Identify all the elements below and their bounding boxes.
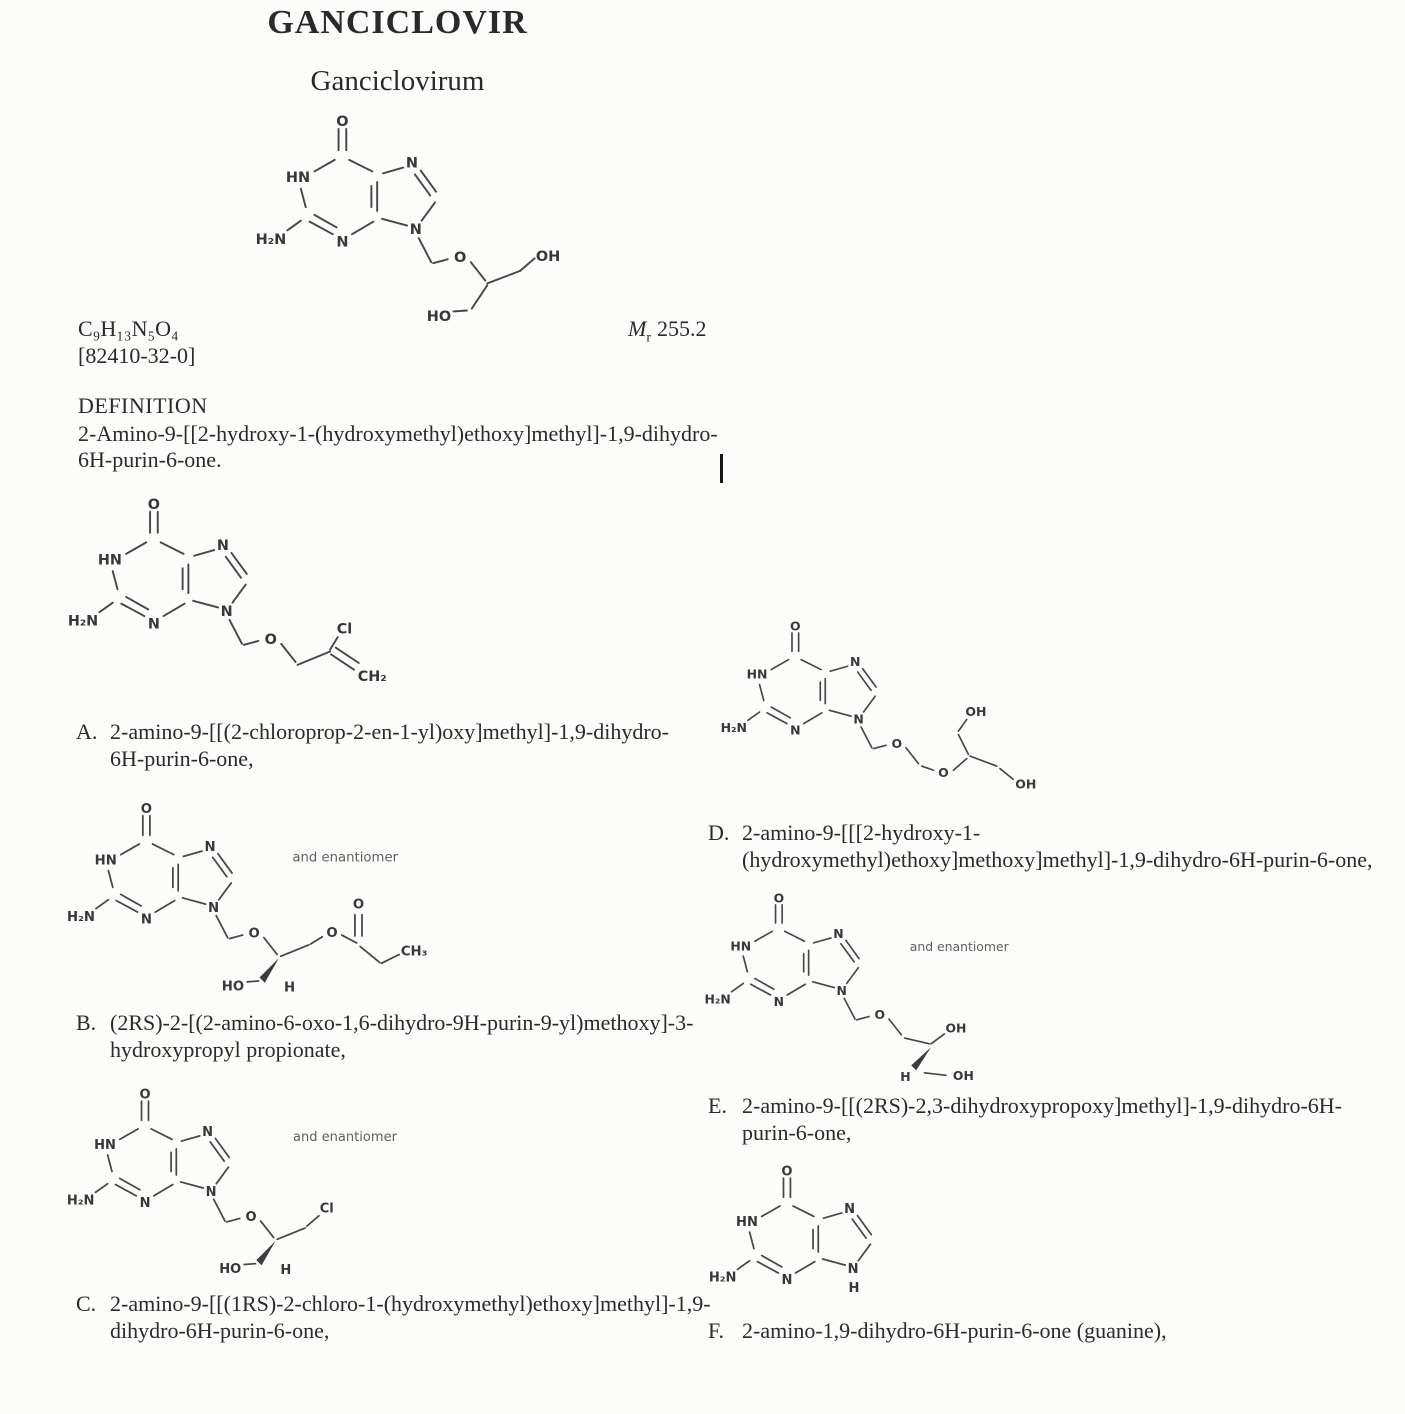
atom-label-oh-top: OH <box>965 704 987 720</box>
atom-label-oh-bottom: OH <box>952 1068 974 1084</box>
atom-label-ether-o1: O <box>891 735 903 751</box>
page-title: GANCICLOVIR <box>267 4 528 41</box>
structure-main <box>245 100 575 324</box>
wedge-bond <box>259 958 278 983</box>
impurity-name: 2-amino-1,9-dihydro-6H-purin-6-one (guanine), <box>742 1318 1167 1343</box>
impurity-letter: A. <box>76 719 98 744</box>
impurity-letter: F. <box>708 1318 724 1343</box>
text-cursor <box>720 454 723 483</box>
structure-impurity-a <box>58 483 403 708</box>
impurity-name: (2RS)-2-[(2-amino-6-oxo-1,6-dihydro-9H-purin-9-yl)methoxy]-3-hydroxypropyl propionate, <box>110 1010 694 1062</box>
atom-label-h9: H <box>848 1281 860 1297</box>
impurity-name: 2-amino-9-[[(1RS)-2-chloro-1-(hydroxymethyl)ethoxy]methyl]-1,9-dihydro-6H-purin-6-one, <box>110 1291 711 1343</box>
impurity-caption-e <box>708 1093 1373 1147</box>
atom-label-oh-bottom: OH <box>1015 776 1037 792</box>
atom-label-ch3: CH₃ <box>400 944 428 960</box>
atom-label-carbonyl-o: O <box>352 897 365 913</box>
impurity-name: 2-amino-9-[[(2-chloroprop-2-en-1-yl)oxy]methyl]-1,9-dihydro-6H-purin-6-one, <box>110 719 669 771</box>
atom-label-h: H <box>900 1069 911 1085</box>
enantiomer-note: and enantiomer <box>909 939 1009 955</box>
impurity-name: 2-amino-9-[[(2RS)-2,3-dihydroxypropoxy]methyl]-1,9-dihydro-6H-purin-6-one, <box>742 1093 1342 1145</box>
mr-symbol: M <box>628 316 647 341</box>
impurity-letter: E. <box>708 1093 727 1118</box>
atom-label-oh-top: OH <box>945 1020 967 1036</box>
wedge-bond <box>256 1241 275 1265</box>
atom-label-ether-o: O <box>264 631 277 648</box>
atom-label-cl: Cl <box>336 621 353 638</box>
bond-lines <box>861 719 1013 779</box>
bond-lines <box>844 998 946 1075</box>
enantiomer-note: and enantiomer <box>293 1130 397 1146</box>
molecular-weight <box>628 316 707 346</box>
atom-label-ether-o: O <box>454 250 467 267</box>
impurity-caption-b <box>76 1010 716 1064</box>
impurity-caption-f <box>708 1318 1388 1345</box>
impurity-letter: C. <box>76 1291 97 1316</box>
definition-heading: DEFINITION <box>78 393 208 418</box>
cas-number: [82410-32-0] <box>78 343 196 368</box>
structure-impurity-c <box>58 1075 432 1288</box>
bond-lines <box>216 915 399 982</box>
atom-label-oh: OH <box>535 249 561 266</box>
impurity-letter: D. <box>708 820 730 845</box>
atom-label-ether-o: O <box>248 926 260 942</box>
definition-text: 2-Amino-9-[[2-hydroxy-1-(hydroxymethyl)ethoxy]methyl]-1,9-dihydro-6H-purin-6-one. <box>78 421 718 473</box>
wedge-bond <box>911 1047 931 1070</box>
bond-lines <box>419 238 535 311</box>
atom-label-ester-o: O <box>326 925 338 941</box>
impurity-name: 2-amino-9-[[[2-hydroxy-1-(hydroxymethyl)ethoxy]methoxy]methyl]-1,9-dihydro-6H-purin-6-one, <box>742 820 1373 872</box>
mr-value: 255.2 <box>657 316 707 341</box>
page-subtitle: Ganciclovirum <box>310 65 485 98</box>
structure-impurity-e <box>696 880 1052 1091</box>
impurity-caption-a <box>76 719 701 773</box>
structure-impurity-b <box>58 789 438 1006</box>
atom-label-ho: HO <box>219 1262 242 1278</box>
impurity-caption-c <box>76 1291 716 1345</box>
header <box>115 4 680 98</box>
enantiomer-note: and enantiomer <box>292 850 399 866</box>
atom-label-ether-o2: O <box>938 764 949 780</box>
atom-label-ch2: CH₂ <box>357 669 387 686</box>
structure-impurity-d <box>696 608 1086 816</box>
structure-impurity-f <box>700 1152 900 1313</box>
atom-label-ho: HO <box>221 979 245 995</box>
molecular-formula: C₉H₁₃N₅O₄ <box>78 316 179 341</box>
atom-label-ether-o: O <box>245 1210 257 1226</box>
impurity-letter: B. <box>76 1010 97 1035</box>
atom-label-cl: Cl <box>319 1201 334 1217</box>
atom-label-ether-o: O <box>874 1007 886 1023</box>
atom-label-ho: HO <box>426 309 452 324</box>
atom-label-h: H <box>280 1263 292 1279</box>
impurity-caption-d <box>708 820 1373 874</box>
mr-subscript: r <box>646 330 651 346</box>
atom-label-h: H <box>283 980 296 996</box>
